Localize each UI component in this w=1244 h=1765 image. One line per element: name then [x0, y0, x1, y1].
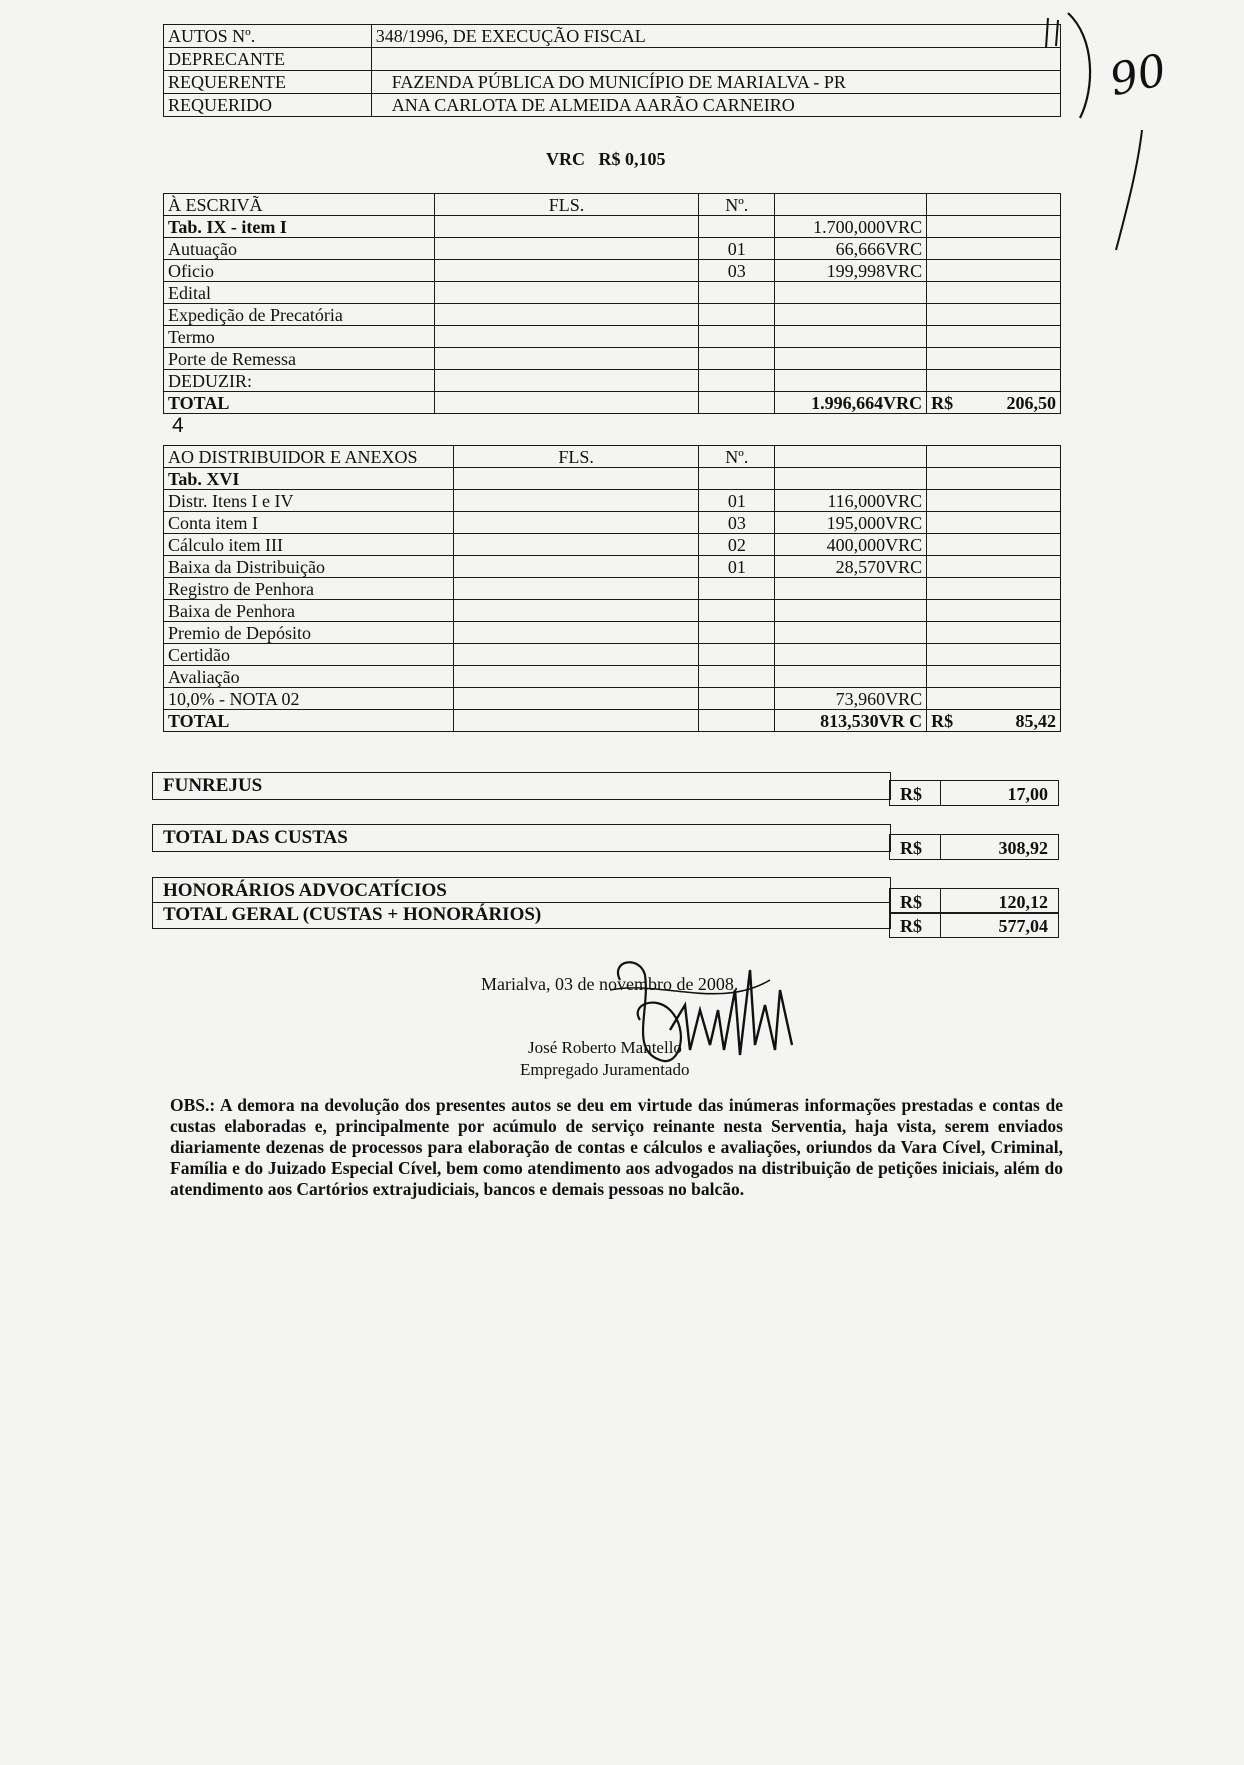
distribuidor-row-label: Baixa da Distribuição [164, 556, 454, 578]
margin-note: 90 [1105, 44, 1171, 107]
distribuidor-row-label: 10,0% - NOTA 02 [164, 688, 454, 710]
requerente-label: REQUERENTE [164, 71, 372, 94]
total-custas-currency: R$ [900, 838, 922, 858]
requerido-label: REQUERIDO [164, 94, 372, 117]
honorarios-currency: R$ [900, 892, 922, 912]
table-row [164, 534, 1061, 556]
escriva-row-label: Porte de Remessa [164, 348, 435, 370]
total-geral-value: 577,04 [998, 916, 1048, 936]
distribuidor-row-label: Distr. Itens I e IV [164, 490, 454, 512]
signature-underline [610, 980, 770, 994]
table-row [164, 326, 1061, 348]
table-row [164, 666, 1061, 688]
signer-role: Empregado Juramentado [520, 1060, 690, 1079]
escriva-total-currency: R$ [931, 392, 954, 413]
funrejus-box [152, 772, 891, 800]
table-row [164, 688, 1061, 710]
total-custas-value: 308,92 [998, 838, 1048, 858]
distribuidor-total-label: TOTAL [164, 710, 454, 732]
distribuidor-total-currency: R$ [931, 710, 954, 731]
signature-scribble [600, 950, 810, 1090]
funrejus-currency: R$ [900, 784, 922, 804]
honorarios-label: HONORÁRIOS ADVOCATÍCIOS [163, 880, 447, 901]
escriva-row-label: Edital [164, 282, 435, 304]
escriva-total-value: 206,50 [1006, 392, 1056, 413]
table-row [164, 622, 1061, 644]
page-number: 4 [172, 414, 184, 437]
total-custas-amount [889, 834, 1059, 860]
total-geral-currency: R$ [900, 916, 922, 936]
table-row [164, 348, 1061, 370]
vrc-label: VRC [546, 149, 585, 169]
distribuidor-row-value: 73,960VRC [775, 688, 927, 710]
distribuidor-title: AO DISTRIBUIDOR E ANEXOS [164, 446, 454, 468]
table-row [164, 282, 1061, 304]
table-row [164, 512, 1061, 534]
escriva-table [163, 193, 1061, 414]
place-date: Marialva, 03 de novembro de 2008. [481, 974, 739, 994]
autos-label: AUTOS Nº. [164, 25, 372, 48]
table-row [164, 304, 1061, 326]
distribuidor-n-label: Nº. [699, 446, 775, 468]
escriva-tab-value: 1.700,000VRC [775, 216, 927, 238]
signature-strokes [670, 970, 792, 1055]
margin-brackets [1040, 8, 1110, 128]
table-row [164, 490, 1061, 512]
table-row [164, 644, 1061, 666]
total-custas-label: TOTAL DAS CUSTAS [163, 827, 348, 848]
escriva-tab-label: Tab. IX - item I [164, 216, 435, 238]
distribuidor-row-label: Conta item I [164, 512, 454, 534]
deprecante-label: DEPRECANTE [164, 48, 372, 71]
requerente-value: FAZENDA PÚBLICA DO MUNICÍPIO DE MARIALVA - PR [371, 71, 1060, 94]
table-row [164, 578, 1061, 600]
vrc-line [546, 149, 666, 170]
distribuidor-row-label: Premio de Depósito [164, 622, 454, 644]
honorarios-box [152, 877, 891, 929]
escriva-total-label: TOTAL [164, 392, 435, 414]
distribuidor-row-n: 01 [699, 556, 775, 578]
signature-loop [618, 962, 681, 1061]
distribuidor-row-label: Baixa de Penhora [164, 600, 454, 622]
escriva-row-label: Autuação [164, 238, 435, 260]
honorarios-value: 120,12 [998, 892, 1048, 912]
distribuidor-row-label: Cálculo item III [164, 534, 454, 556]
deprecante-value [371, 48, 1060, 71]
distribuidor-table [163, 445, 1061, 732]
funrejus-amount [889, 780, 1059, 806]
distribuidor-row-n: 02 [699, 534, 775, 556]
distribuidor-row-n: 03 [699, 512, 775, 534]
funrejus-label: FUNREJUS [163, 775, 263, 796]
total-geral-amount [889, 912, 1059, 938]
distribuidor-row-value: 195,000VRC [775, 512, 927, 534]
total-geral-label: TOTAL GERAL (CUSTAS + HONORÁRIOS) [163, 904, 542, 925]
escriva-row-label: Termo [164, 326, 435, 348]
escriva-title: À ESCRIVÃ [164, 194, 435, 216]
escriva-fls-label: FLS. [434, 194, 699, 216]
distribuidor-row-value: 400,000VRC [775, 534, 927, 556]
distribuidor-total-cell [927, 710, 1061, 732]
margin-line [1110, 125, 1150, 255]
distribuidor-row-value: 116,000VRC [775, 490, 927, 512]
table-row [164, 260, 1061, 282]
escriva-n-label: Nº. [699, 194, 775, 216]
escriva-row-n: 01 [699, 238, 775, 260]
distribuidor-row-label: Registro de Penhora [164, 578, 454, 600]
escriva-row-n: 03 [699, 260, 775, 282]
table-row [164, 370, 1061, 392]
table-row [164, 556, 1061, 578]
distribuidor-row-n: 01 [699, 490, 775, 512]
escriva-total-cell [927, 392, 1061, 414]
escriva-row-label: DEDUZIR: [164, 370, 435, 392]
vrc-value: R$ 0,105 [598, 149, 666, 169]
requerido-value: ANA CARLOTA DE ALMEIDA AARÃO CARNEIRO [371, 94, 1060, 117]
escriva-row-value: 66,666VRC [775, 238, 927, 260]
distribuidor-row-label: Avaliação [164, 666, 454, 688]
honorarios-amount [889, 888, 1059, 914]
table-row [164, 600, 1061, 622]
escriva-row-value: 199,998VRC [775, 260, 927, 282]
escriva-row-label: Oficio [164, 260, 435, 282]
total-custas-box [152, 824, 891, 852]
distribuidor-total-vrc: 813,530VR C [775, 710, 927, 732]
autos-value: 348/1996, DE EXECUÇÃO FISCAL [371, 25, 1060, 48]
escriva-total-vrc: 1.996,664VRC [775, 392, 927, 414]
distribuidor-total-value: 85,42 [1015, 710, 1056, 731]
table-row [164, 238, 1061, 260]
signer-name: José Roberto Mantello [528, 1038, 682, 1057]
header-table [163, 24, 1061, 117]
distribuidor-row-value: 28,570VRC [775, 556, 927, 578]
distribuidor-row-label: Certidão [164, 644, 454, 666]
distribuidor-fls-label: FLS. [453, 446, 698, 468]
distribuidor-tab-label: Tab. XVI [164, 468, 454, 490]
funrejus-value: 17,00 [1007, 784, 1048, 804]
obs-paragraph: OBS.: A demora na devolução dos presentes autos se deu em virtude das inúmeras informações prestadas e contas de custas elaboradas e, principalmente por acúmulo de serviço reinante nesta Serventia, haja vista, serem enviados diariamente dezenas de processos para elaboração de contas e cálculos e avaliações, oriundos da Vara Cível, Criminal, Família e do Juizado Especial Cível, bem como atendimento aos advogados na distribuição de petições iniciais, além do atendimento aos Cartórios extrajudiciais, bancos e demais pessoas no balcão. [170, 1095, 1063, 1199]
escriva-row-label: Expedição de Precatória [164, 304, 435, 326]
